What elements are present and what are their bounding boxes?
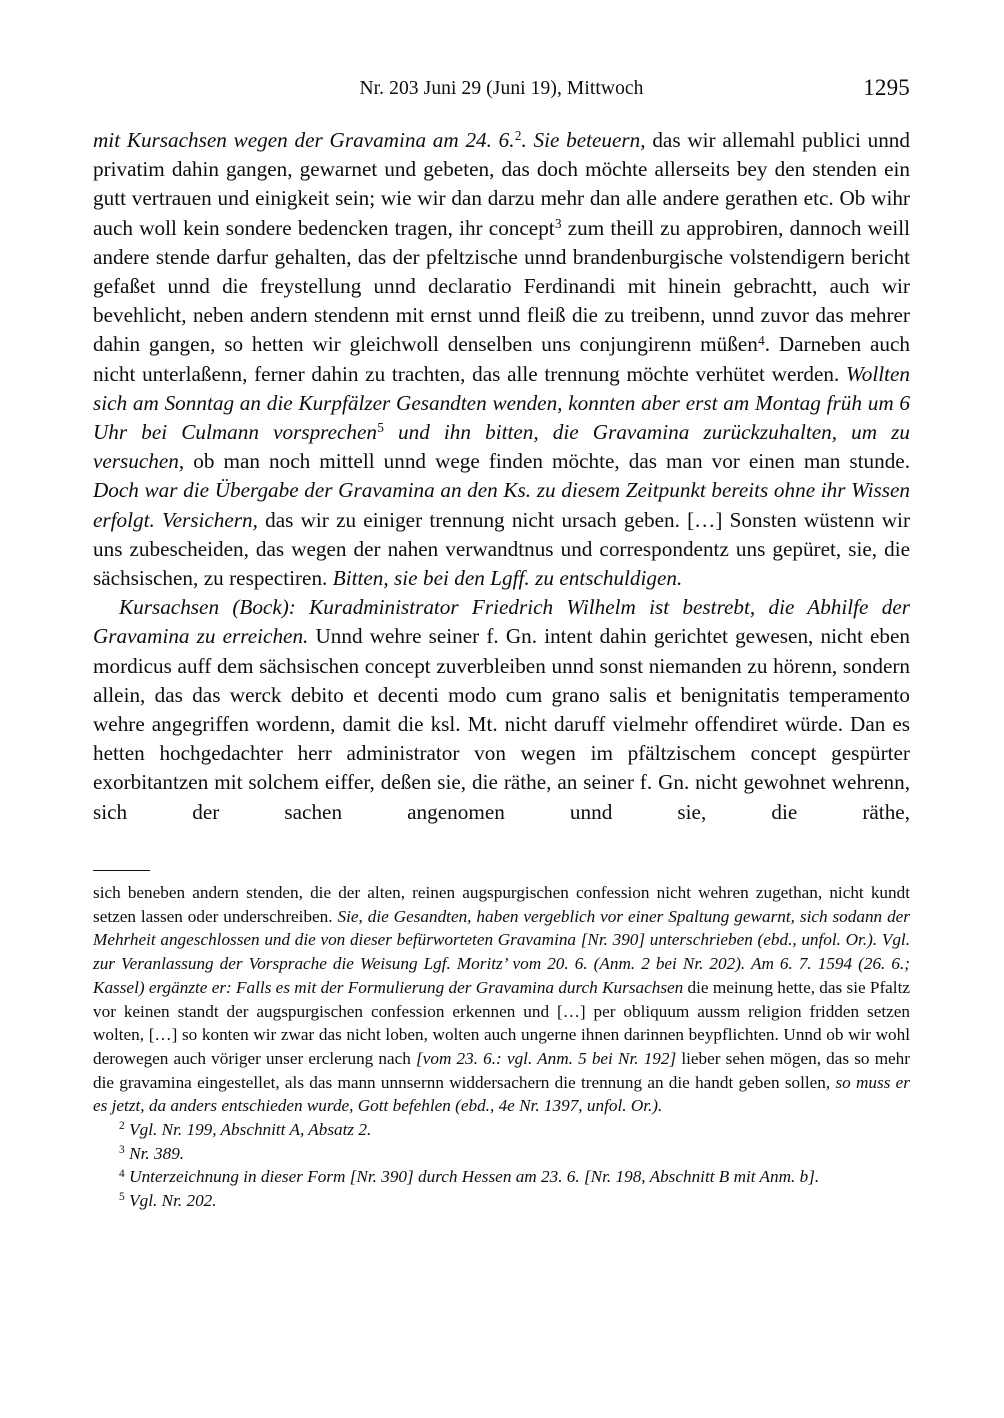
roman-run: die meinung hette, das sie Pfaltz vor keinen standt der augspurgischen confession erkennen und […] per obliquum aussm religion fridden setzen wolten, […] so konten wir zwar das nicht loben, wolten auch ungerne ihnen darinnen beypflichten. Unnd ob wir wohl derowegen auch vöriger unser erclerung nach (93, 977, 910, 1068)
italic-run: so muss er es jetzt, da anders entschieden wurde, Gott befehlen (ebd., 4e Nr. 1397, unfol. Or.). (93, 1072, 910, 1116)
footnote-separator-rule (93, 870, 150, 871)
roman-run: Unnd wehre seiner f. Gn. intent dahin gerichtet gewesen, nicht eben mordicus auff dem sächsischen concept zuverbleiben unnd sonst niemanden zu hörenn, sondern allein, das das werck debito et decenti modo cum grano salis et benignitatis temperamento wehre angegriffen wordenn, damit die ksl. Mt. nicht daruff vielmehr offendiret würde. Dan es hetten hochgedachter herr administrator von wegen im pfältzischem concept gespürter exorbitantzen mit solchem eiffer, deßen sie, die räthe, an seiner f. Gn. nicht gewohnet wehrenn, sich der sachen angenomen unnd sie, die räthe, (93, 624, 910, 824)
body-paragraph-2 (93, 593, 910, 856)
footnote-reference-5[interactable]: 5 (377, 420, 384, 436)
body-text (93, 126, 910, 856)
italic-run: und ihn bitten, die Gravamina zurückzuhalten, um zu versuchen, (93, 420, 910, 474)
italic-run: Vgl. Nr. 199, Abschnitt A, Absatz 2. (129, 1120, 372, 1140)
footnote-marker-2: 2 (119, 1120, 125, 1133)
roman-run: das wir allemahl publici unnd privatim dahin gangen, gewarnet und gebeten, das doch möchte allerseits bey den stenden ein gutt vertrauen und einigkeit sein; wie wir dan darzu mehr dan alle andere gerathen etc. Ob wihr auch woll kein sondere bedencken tragen, ihr concept (93, 128, 910, 240)
footnote-marker-3: 3 (119, 1144, 125, 1157)
italic-run: Unterzeichnung in dieser Form [Nr. 390] durch Hessen am 23. 6. [Nr. 198, Abschnitt B mit Anm. b]. (129, 1167, 820, 1187)
italic-run: . Sie beteuern, (521, 128, 646, 152)
italic-run: Vgl. Nr. 202. (129, 1191, 217, 1211)
footnote-4 (93, 1165, 910, 1189)
italic-run: Sie, die Gesandten, haben vergeblich vor einer Spaltung gewarnt, sich sodann der Mehrheit angeschlossen und die von dieser befürworteten Gravamina [Nr. 390] unterschrieben (ebd., unfol. Or.). Vgl. zur Veranlassung der Vorsprache die Weisung Lgf. Moritz’ vom 20. 6. (Anm. 2 bei Nr. 202). Am 6. 7. 1594 (26. 6.; Kassel) ergänzte er: Falls es mit der Formulierung der Gravamina durch Kursachsen (93, 906, 910, 997)
footnote-3 (93, 1142, 910, 1166)
footnote-reference-2[interactable]: 2 (514, 128, 522, 144)
footnote-reference-4[interactable]: 4 (758, 332, 765, 348)
footnote-2 (93, 1118, 910, 1142)
footnote-marker-5: 5 (119, 1191, 125, 1204)
body-paragraph-1 (93, 126, 910, 593)
roman-run: zum theill zu approbiren, dannoch weill andere stende darfur gehalten, das der pfeltzische unnd brandenburgische volstendigern bericht gefaßet unnd die freystellung unnd declaratio Ferdinandi mit hinein gebrachtt, auch wir bevehlicht, neben andern stendenn mit ernst unnd fleiß die zu treibenn, unnd zuvor das mehrer dahin gangen, so hetten wir gleichwoll denselben uns conjungirenn müßen (93, 215, 910, 357)
footnote-marker-4: 4 (119, 1167, 125, 1180)
italic-run: Wollten sich am Sonntag an die Kurpfälzer Gesandten wenden, konnten aber erst am Montag früh um 6 Uhr bei Culmann vorsprechen (93, 361, 910, 445)
italic-run: Doch war die Übergabe der Gravamina an den Ks. zu diesem Zeitpunkt bereits ohne ihr Wissen erfolgt. Versichern, (93, 478, 910, 532)
running-head-title: Nr. 203 Juni 29 (Juni 19), Mittwoch (359, 78, 644, 99)
roman-run: . Darneben auch nicht unterlaßenn, ferner dahin zu trachten, das alle trennung möchte verhütet werden. (93, 332, 910, 386)
italic-run: [vom 23. 6.: vgl. Anm. 5 bei Nr. 192] (416, 1048, 677, 1068)
italic-run: Kursachsen (Bock): Kuradministrator Friedrich Wilhelm ist bestrebt, die Abhilfe der Gravamina zu erreichen. (93, 595, 910, 649)
roman-run: lieber sehen mögen, das so mehr die gravamina eingestellet, als das mann unnsernn widdersachern die trennung an die handt geben sollen, (93, 1048, 911, 1092)
footnote-5 (93, 1189, 910, 1213)
running-head (93, 75, 910, 106)
page-number: 1295 (863, 75, 910, 100)
footnote-reference-3[interactable]: 3 (554, 215, 562, 231)
footnote-block (93, 881, 910, 1213)
italic-run: mit Kursachsen wegen der Gravamina am 24. 6. (93, 128, 515, 152)
roman-run: ob man noch mittell unnd wege finden möchte, das man vor einen man stunde. (184, 449, 910, 474)
italic-run: Bitten, sie bei den Lgff. zu entschuldigen. (332, 566, 683, 591)
footnote-continuation (93, 881, 910, 1118)
roman-run: sich beneben andern stenden, die der alten, reinen augspurgischen confession nicht wehren zugethan, nicht kundt setzen lassen oder underschreiben. (93, 883, 910, 926)
footnote-list (93, 881, 910, 1213)
roman-run: das wir zu einiger trennung nicht ursach geben. […] Sonsten wüstenn wir uns zubescheiden, das wegen der nahen verwandtnus und correspondentz uns gepüret, sie, die sächsischen, zu respectiren. (93, 507, 910, 591)
italic-run: Nr. 389. (129, 1143, 185, 1163)
